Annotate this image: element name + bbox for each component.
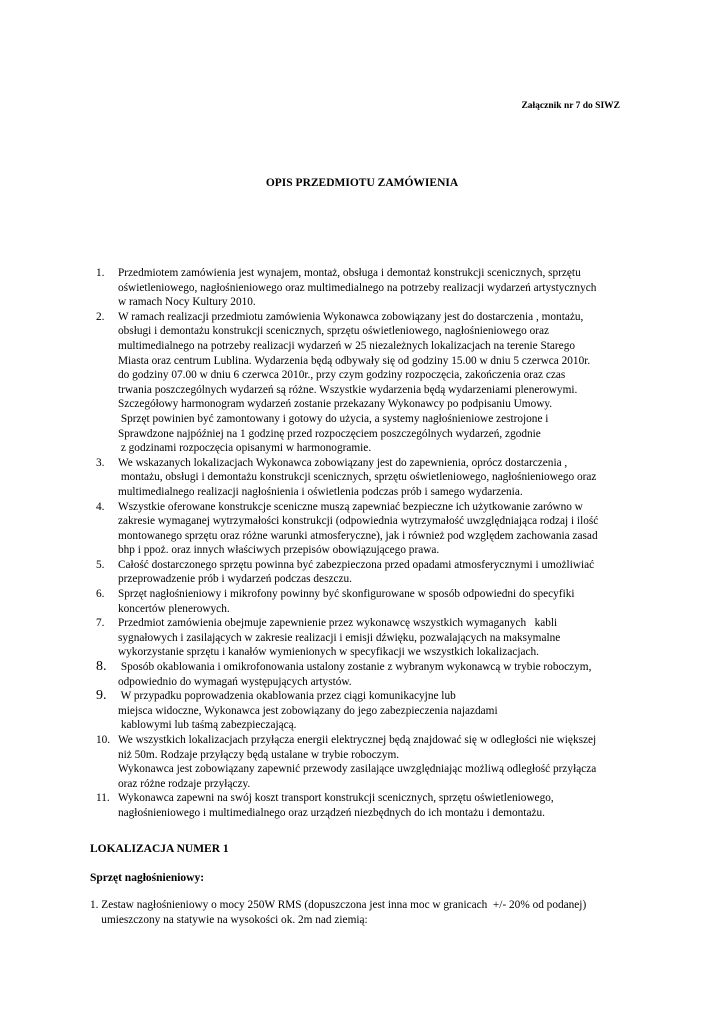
list-item [90, 558, 650, 587]
list-item-line: Przedmiot zamówienia obejmuje zapewnienie przez wykonawcę wszystkich wymaganych kabli [118, 617, 558, 630]
equipment-entry-line: umieszczony na statywie na wysokości ok. 2m nad ziemią: [90, 913, 368, 926]
list-item-line: montowanego sprzętu oraz różne warunki atmosferyczne), jak i również pod względem zachowania zasad [118, 529, 598, 542]
page-title: OPIS PRZEDMIOTU ZAMÓWIENIA [265, 177, 459, 189]
list-item-line: oraz różne rodzaje przyłączy. [118, 777, 251, 790]
list-item-line: multimedialnego realizacji nagłośnienia i oświetlenia podczas prób i samego wydarzenia. [118, 485, 523, 498]
list-item-line: W przypadku poprowadzenia okablowania przez ciągi komunikacyjne lub [118, 690, 456, 703]
list-item-line: Sprzęt powinien być zamontowany i gotowy do użycia, a systemy nagłośnieniowe zestrojone i [118, 412, 549, 425]
list-item [90, 689, 650, 733]
list-item-line: zakresie wymaganej wytrzymałości konstrukcji (odpowiednia wytrzymałość uwzględniająca rodzaj i ilość [118, 515, 599, 528]
attachment-label: Załącznik nr 7 do SIWZ [521, 101, 620, 111]
list-item-line: Sposób okablowania i omikrofonowania ustalony zostanie z wybranym wykonawcą w trybie roboczym, [118, 661, 592, 674]
list-item-line: Wykonawca zapewni na swój koszt transport konstrukcji scenicznych, sprzętu oświetleniowego, [118, 792, 554, 805]
list-item [90, 791, 650, 820]
list-item [90, 660, 650, 689]
list-item-line: Miasta oraz centrum Lublina. Wydarzenia będą odbywały się od godziny 15.00 w dniu 5 czerwca 2010r. [118, 354, 591, 367]
list-item [90, 310, 650, 456]
list-item-number: 2. [96, 310, 105, 323]
list-item [90, 456, 650, 500]
list-item-line: W ramach realizacji przedmiotu zamówienia Wykonawca zobowiązany jest do dostarczenia , montażu, [118, 310, 584, 323]
list-item-number: 3. [96, 456, 105, 469]
list-item-line: bhp i ppoż. oraz innych właściwych przepisów obowiązującego prawa. [118, 544, 440, 557]
list-item-line: Wszystkie oferowane konstrukcje sceniczne muszą zapewniać bezpieczne ich użytkowanie zarówno w [118, 500, 583, 513]
list-item-number: 10. [96, 734, 111, 746]
list-item-line: Sprawdzone najpóźniej na 1 godzinę przed rozpoczęciem poszczególnych wydarzeń, zgodnie [118, 427, 541, 440]
list-item-line: w ramach Nocy Kultury 2010. [118, 296, 256, 309]
list-item-line: trwania poszczególnych wydarzeń są różne. Wszystkie wydarzenia będą wydarzeniami plenerowymi. [118, 383, 578, 396]
list-item-line: wykorzystanie sprzętu i kanałów wymienionych w specyfikacji we wszystkich lokalizacjach. [118, 646, 539, 659]
list-item-number: 11. [96, 792, 110, 805]
list-item-line: Szczegółowy harmonogram wydarzeń zostanie przekazany Wykonawcy po podpisaniu Umowy. [118, 398, 553, 411]
location-heading: LOKALIZACJA NUMER 1 [90, 843, 229, 855]
list-item-line: We wszystkich lokalizacjach przyłącza energii elektrycznej będą znajdować się w odległości nie większej [118, 734, 597, 746]
list-item [90, 500, 650, 558]
list-item-line: kablowymi lub taśmą zabezpieczającą. [118, 719, 297, 732]
list-item-line: niż 50m. Rodzaje przyłączy będą ustalane w trybie roboczym. [118, 748, 400, 761]
equipment-entry-line: 1. Zestaw nagłośnieniowy o mocy 250W RMS (dopuszczona jest inna moc w granicach +/- 20% od podanej) [90, 899, 587, 911]
list-item-line: do godziny 07.00 w dniu 6 czerwca 2010r., przy czym godziny rozpoczęcia, zakończenia oraz czas [118, 369, 566, 382]
list-item-line: Sprzęt nagłośnieniowy i mikrofony powinny być skonfigurowane w sposób odpowiedni do specyfiki [118, 588, 575, 601]
list-item-number: 6. [96, 588, 105, 601]
list-item [90, 587, 650, 616]
list-item [90, 733, 650, 791]
list-item-line: przeprowadzenie prób i wydarzeń podczas deszczu. [118, 573, 352, 586]
list-item-line: z godzinami rozpoczęcia opisanymi w harmonogramie. [118, 442, 372, 455]
list-item-line: obsługi i demontażu konstrukcji scenicznych, sprzętu oświetleniowego, nagłośnieniowego oraz [118, 325, 550, 338]
list-item-line: oświetleniowego, nagłośnieniowego oraz multimedialnego na potrzeby realizacji wydarzeń artystycznych [118, 281, 597, 294]
list-item-line: nagłośnieniowego i multimedialnego oraz urządzeń niezbędnych do ich montażu i demontażu. [118, 806, 545, 819]
list-item-number: 1. [96, 267, 105, 279]
list-item-number: 9. [96, 688, 107, 704]
list-item-line: We wskazanych lokalizacjach Wykonawca zobowiązany jest do zapewnienia, oprócz dostarczenia , [118, 456, 568, 469]
equipment-entry [90, 898, 650, 927]
list-item-line: Wykonawca jest zobowiązany zapewnić przewody zasilające uwzględniając możliwą odległość przyłącza [118, 763, 597, 776]
list-item-line: odpowiednio do wymagań występujących artystów. [118, 675, 352, 688]
list-item-number: 5. [96, 558, 105, 571]
list-item-line: multimedialnego na potrzeby realizacji wydarzeń w 25 niezależnych lokalizacjach na terenie Starego [118, 339, 575, 352]
list-item-line: miejsca widoczne, Wykonawca jest zobowiązany do jego zabezpieczenia najazdami [118, 704, 498, 717]
equipment-subheading: Sprzęt nagłośnieniowy: [90, 872, 205, 884]
list-item-number: 8. [96, 659, 107, 675]
list-item-number: 4. [96, 500, 105, 513]
list-item-line: Przedmiotem zamówienia jest wynajem, montaż, obsługa i demontaż konstrukcji scenicznych, sprzętu [118, 267, 581, 279]
list-item-number: 7. [96, 617, 105, 630]
list-item-line: montażu, obsługi i demontażu konstrukcji scenicznych, sprzętu oświetleniowego, nagłośnieniowego oraz [118, 471, 597, 484]
list-item [90, 616, 650, 660]
list-item-line: sygnałowych i zasilających w zakresie realizacji i emisji dźwięku, pozwalających na maksymalne [118, 631, 561, 644]
list-item-line: koncertów plenerowych. [118, 602, 230, 615]
list-item-line: Całość dostarczonego sprzętu powinna być zabezpieczona przed opadami atmosferycznymi i umożliwiać [118, 558, 595, 571]
list-item [90, 266, 650, 310]
requirements-list [90, 266, 650, 821]
